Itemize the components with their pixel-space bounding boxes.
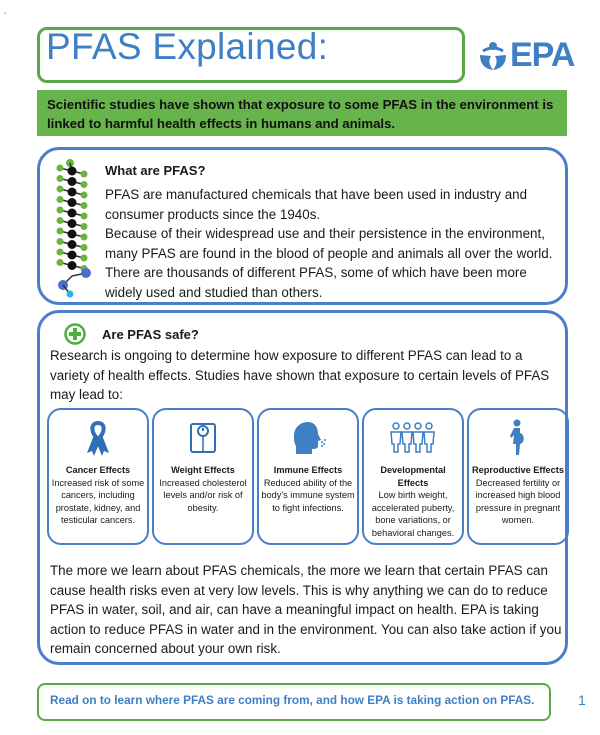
- effect-title: Developmental Effects: [380, 465, 446, 488]
- are-pfas-safe-section: [37, 310, 568, 665]
- effect-text: Increased risk of some cancers, including prostate, kidney, and testicular cancers.: [51, 477, 145, 525]
- paragraph: There are thousands of different PFAS, some of which have been more widely used and studied than others.: [105, 265, 527, 300]
- what-are-pfas-section: [37, 147, 568, 305]
- health-plus-icon: [64, 323, 86, 345]
- effect-title: Reproductive Effects: [472, 465, 564, 475]
- effect-card-weight: [152, 408, 254, 545]
- paragraph: Because of their widespread use and their persistence in the environment, many PFAS are found in the blood of people and animals all over the world.: [105, 226, 553, 261]
- effect-card-reproductive: [467, 408, 569, 545]
- effect-title: Cancer Effects: [65, 465, 131, 475]
- scale-icon: [189, 422, 217, 454]
- effect-text: Increased cholesterol levels and/or risk of obesity.: [159, 477, 247, 513]
- are-pfas-safe-header: [64, 323, 199, 345]
- footer-text: Read on to learn where PFAS are coming from, and how EPA is taking action on PFAS.: [50, 693, 535, 707]
- stray-mark: `: [4, 12, 7, 21]
- epa-flower-icon: [478, 40, 508, 72]
- intro-banner: Scientific studies have shown that exposure to some PFAS in the environment is linked to harmful health effects in humans and animals.: [37, 90, 567, 136]
- epa-logo-text: EPA: [510, 36, 575, 74]
- effect-text: Decreased fertility or increased high blood pressure in pregnant women.: [475, 477, 561, 525]
- effect-card-cancer: [47, 408, 149, 545]
- are-pfas-safe-heading: Are PFAS safe?: [102, 326, 199, 342]
- health-effects-cards: [47, 408, 569, 545]
- molecule-icon: [48, 155, 98, 303]
- epa-logo: [478, 36, 574, 75]
- head-breath-icon: [290, 420, 326, 456]
- are-pfas-safe-conclusion: The more we learn about PFAS chemicals, the more we learn that certain PFAS can cause health risks even at very low levels. This is why anything we can do to reduce PFAS in water, soil, and air, can have a meaningful impact on health. EPA is taking action to reduce PFAS in water and in the environment. You can also take action if you remain concerned about your own risk.: [50, 563, 562, 656]
- effect-text: Reduced ability of the body’s immune system to fight infections.: [261, 477, 355, 513]
- effect-card-immune: [257, 408, 359, 545]
- what-are-pfas-heading: What are PFAS?: [105, 163, 206, 178]
- page-title: PFAS Explained:: [46, 26, 329, 67]
- children-icon: [390, 422, 436, 454]
- paragraph: PFAS are manufactured chemicals that have been used in industry and consumer products since the 1940s.: [105, 187, 528, 222]
- effect-card-developmental: [362, 408, 464, 545]
- what-are-pfas-body: [105, 185, 565, 302]
- page-number: 1: [578, 692, 586, 708]
- effect-text: Low birth weight, accelerated puberty, bone variations, or behavioral changes.: [371, 490, 455, 538]
- are-pfas-safe-intro: Research is ongoing to determine how exposure to different PFAS can lead to a variety of health effects. Studies have shown that exposure to certain levels of PFAS may lead to:: [50, 348, 550, 402]
- effect-title: Weight Effects: [171, 465, 235, 475]
- ribbon-icon: [85, 419, 111, 457]
- effect-title: Immune Effects: [273, 465, 343, 475]
- pregnant-woman-icon: [508, 419, 528, 457]
